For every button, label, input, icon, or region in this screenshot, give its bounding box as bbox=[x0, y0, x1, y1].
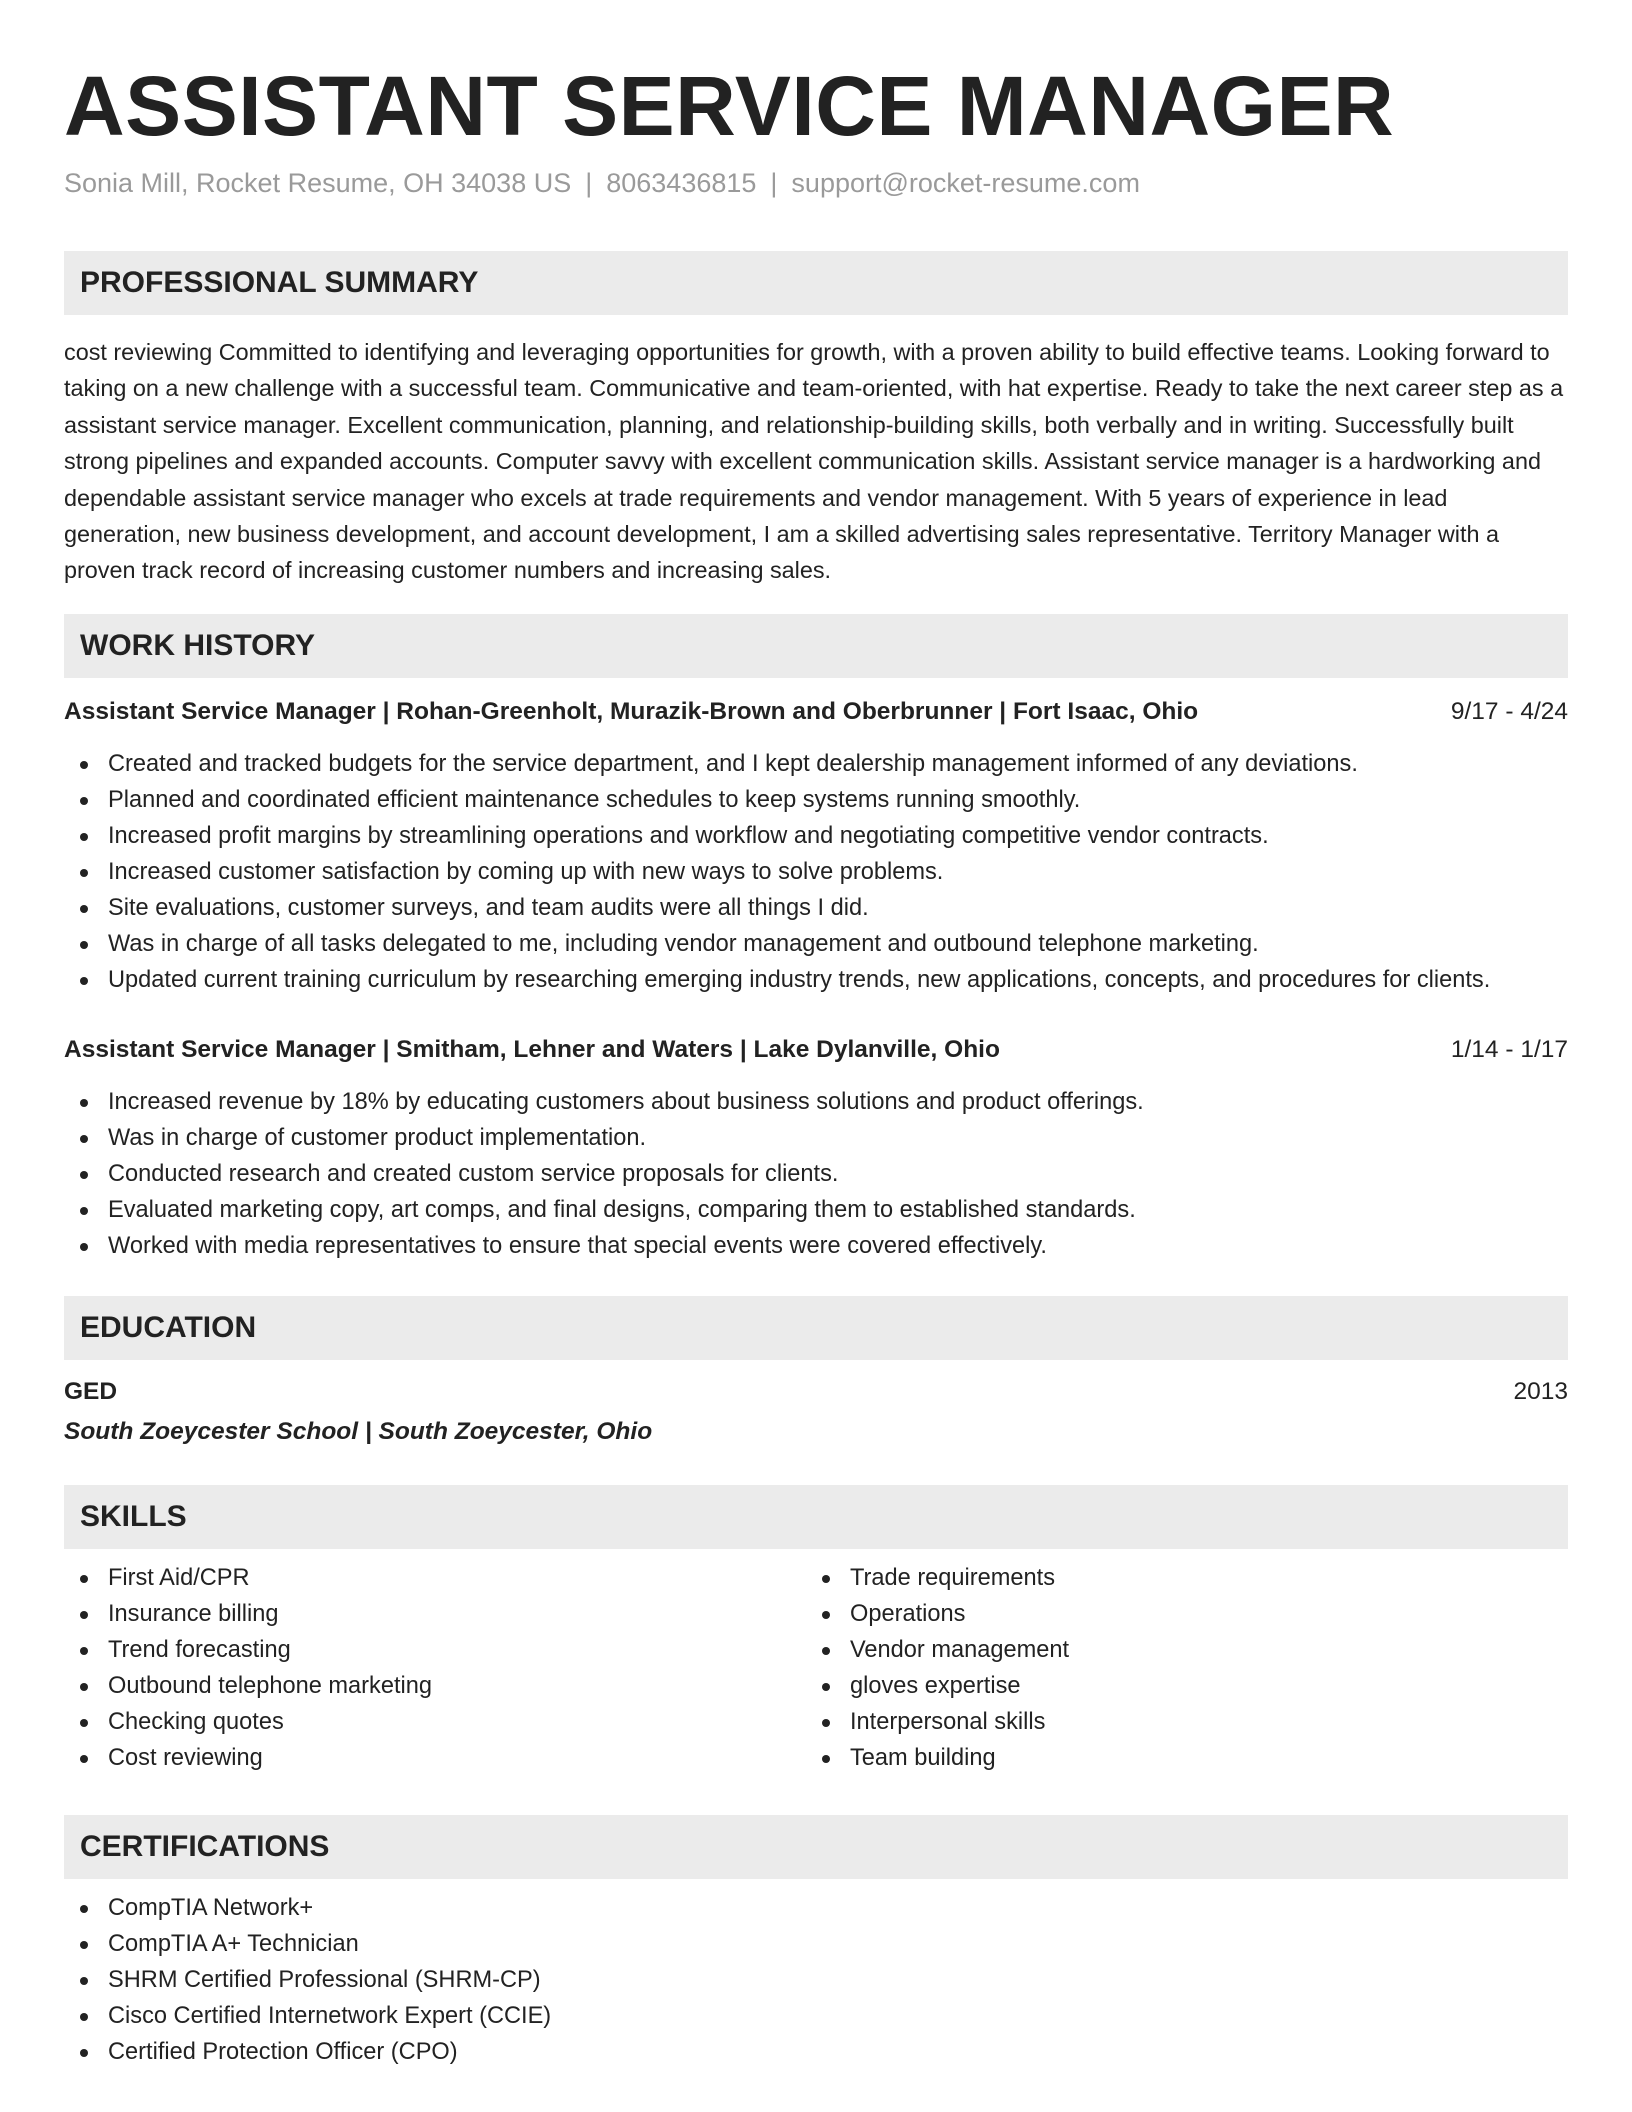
list-item: Was in charge of all tasks delegated to me, including vendor management and outbound telephone marketing. bbox=[64, 926, 1568, 962]
list-item: Increased profit margins by streamlining operations and workflow and negotiating competitive vendor contracts. bbox=[64, 818, 1568, 854]
list-item: Cisco Certified Internetwork Expert (CCIE) bbox=[64, 1998, 1568, 2034]
list-item: Was in charge of customer product implementation. bbox=[64, 1120, 1568, 1156]
list-item: Cost reviewing bbox=[64, 1740, 1568, 1776]
job-dates: 9/17 - 4/24 bbox=[1450, 698, 1568, 725]
list-item: Updated current training curriculum by researching emerging industry trends, new applications, concepts, and procedures for clients. bbox=[64, 962, 1568, 998]
list-item: Increased customer satisfaction by coming up with new ways to solve problems. bbox=[64, 854, 1568, 890]
list-item: Outbound telephone marketing bbox=[64, 1668, 1568, 1704]
job-header bbox=[64, 1032, 1568, 1068]
list-item: Operations bbox=[806, 1596, 1632, 1632]
education-year: 2013 bbox=[1513, 1378, 1568, 1405]
education-school: South Zoeycester School | South Zoeycester, Ohio bbox=[64, 1418, 653, 1445]
list-item: Insurance billing bbox=[64, 1596, 1568, 1632]
section-heading-summary: PROFESSIONAL SUMMARY bbox=[64, 251, 1568, 315]
list-item: Worked with media representatives to ensure that special events were covered effectively. bbox=[64, 1228, 1568, 1264]
list-item: Checking quotes bbox=[64, 1704, 1568, 1740]
job-bullet-list bbox=[64, 746, 1568, 998]
contact-phone: 8063436815 bbox=[606, 168, 757, 198]
list-item: First Aid/CPR bbox=[64, 1560, 1568, 1596]
summary-text: cost reviewing Committed to identifying and leveraging opportunities for growth, with a proven ability to build effective teams. Looking forward to taking on a new challenge with a successful team. Communicative and team-oriented, with hat expertise. Ready to take the next career step as a assistant service manager. Excellent communication, planning, and relationship-building skills, both verbally and in writing. Successfully built strong pipelines and expanded accounts. Computer savvy with excellent communication skills. Assistant service manager is a hardworking and dependable assistant service manager who excels at trade requirements and vendor management. With 5 years of experience in lead generation, new business development, and account development, I am a skilled advertising sales representative. Territory Manager with a proven track record of increasing customer numbers and increasing sales. bbox=[64, 339, 1564, 584]
list-item: Evaluated marketing copy, art comps, and final designs, comparing them to established standards. bbox=[64, 1192, 1568, 1228]
list-item: Vendor management bbox=[806, 1632, 1632, 1668]
contact-separator: | bbox=[770, 168, 778, 198]
contact-separator: | bbox=[585, 168, 593, 198]
list-item: Created and tracked budgets for the service department, and I kept dealership management informed of any deviations. bbox=[64, 746, 1568, 782]
section-heading-education: EDUCATION bbox=[64, 1296, 1568, 1360]
job-bullet-list bbox=[64, 1084, 1568, 1264]
list-item: CompTIA A+ Technician bbox=[64, 1926, 1568, 1962]
resume-name-title: ASSISTANT SERVICE MANAGER bbox=[64, 59, 1395, 153]
list-item: SHRM Certified Professional (SHRM-CP) bbox=[64, 1962, 1568, 1998]
list-item: CompTIA Network+ bbox=[64, 1890, 1568, 1926]
list-item: Planned and coordinated efficient maintenance schedules to keep systems running smoothly. bbox=[64, 782, 1568, 818]
list-item: Site evaluations, customer surveys, and team audits were all things I did. bbox=[64, 890, 1568, 926]
section-heading-skills: SKILLS bbox=[64, 1485, 1568, 1549]
job-title: Assistant Service Manager | Smitham, Lehner and Waters | Lake Dylanville, Ohio bbox=[64, 1036, 1000, 1063]
section-heading-certifications: CERTIFICATIONS bbox=[64, 1815, 1568, 1879]
contact-address: Sonia Mill, Rocket Resume, OH 34038 US bbox=[64, 168, 572, 198]
list-item: Conducted research and created custom service proposals for clients. bbox=[64, 1156, 1568, 1192]
education-degree: GED bbox=[64, 1378, 118, 1405]
list-item: Team building bbox=[806, 1740, 1632, 1776]
certifications-list bbox=[64, 1890, 1568, 2070]
skills-list-right bbox=[806, 1560, 1632, 1776]
list-item: Trade requirements bbox=[806, 1560, 1632, 1596]
list-item: Interpersonal skills bbox=[806, 1704, 1632, 1740]
job-header bbox=[64, 694, 1568, 730]
contact-email: support@rocket-resume.com bbox=[791, 168, 1140, 198]
list-item: gloves expertise bbox=[806, 1668, 1632, 1704]
job-title: Assistant Service Manager | Rohan-Greenholt, Murazik-Brown and Oberbrunner | Fort Isaac, Ohio bbox=[64, 698, 1199, 725]
section-heading-work-history: WORK HISTORY bbox=[64, 614, 1568, 678]
job-dates: 1/14 - 1/17 bbox=[1450, 1036, 1568, 1063]
list-item: Trend forecasting bbox=[64, 1632, 1568, 1668]
list-item: Increased revenue by 18% by educating customers about business solutions and product offerings. bbox=[64, 1084, 1568, 1120]
list-item: Certified Protection Officer (CPO) bbox=[64, 2034, 1568, 2070]
contact-line bbox=[64, 165, 1140, 201]
